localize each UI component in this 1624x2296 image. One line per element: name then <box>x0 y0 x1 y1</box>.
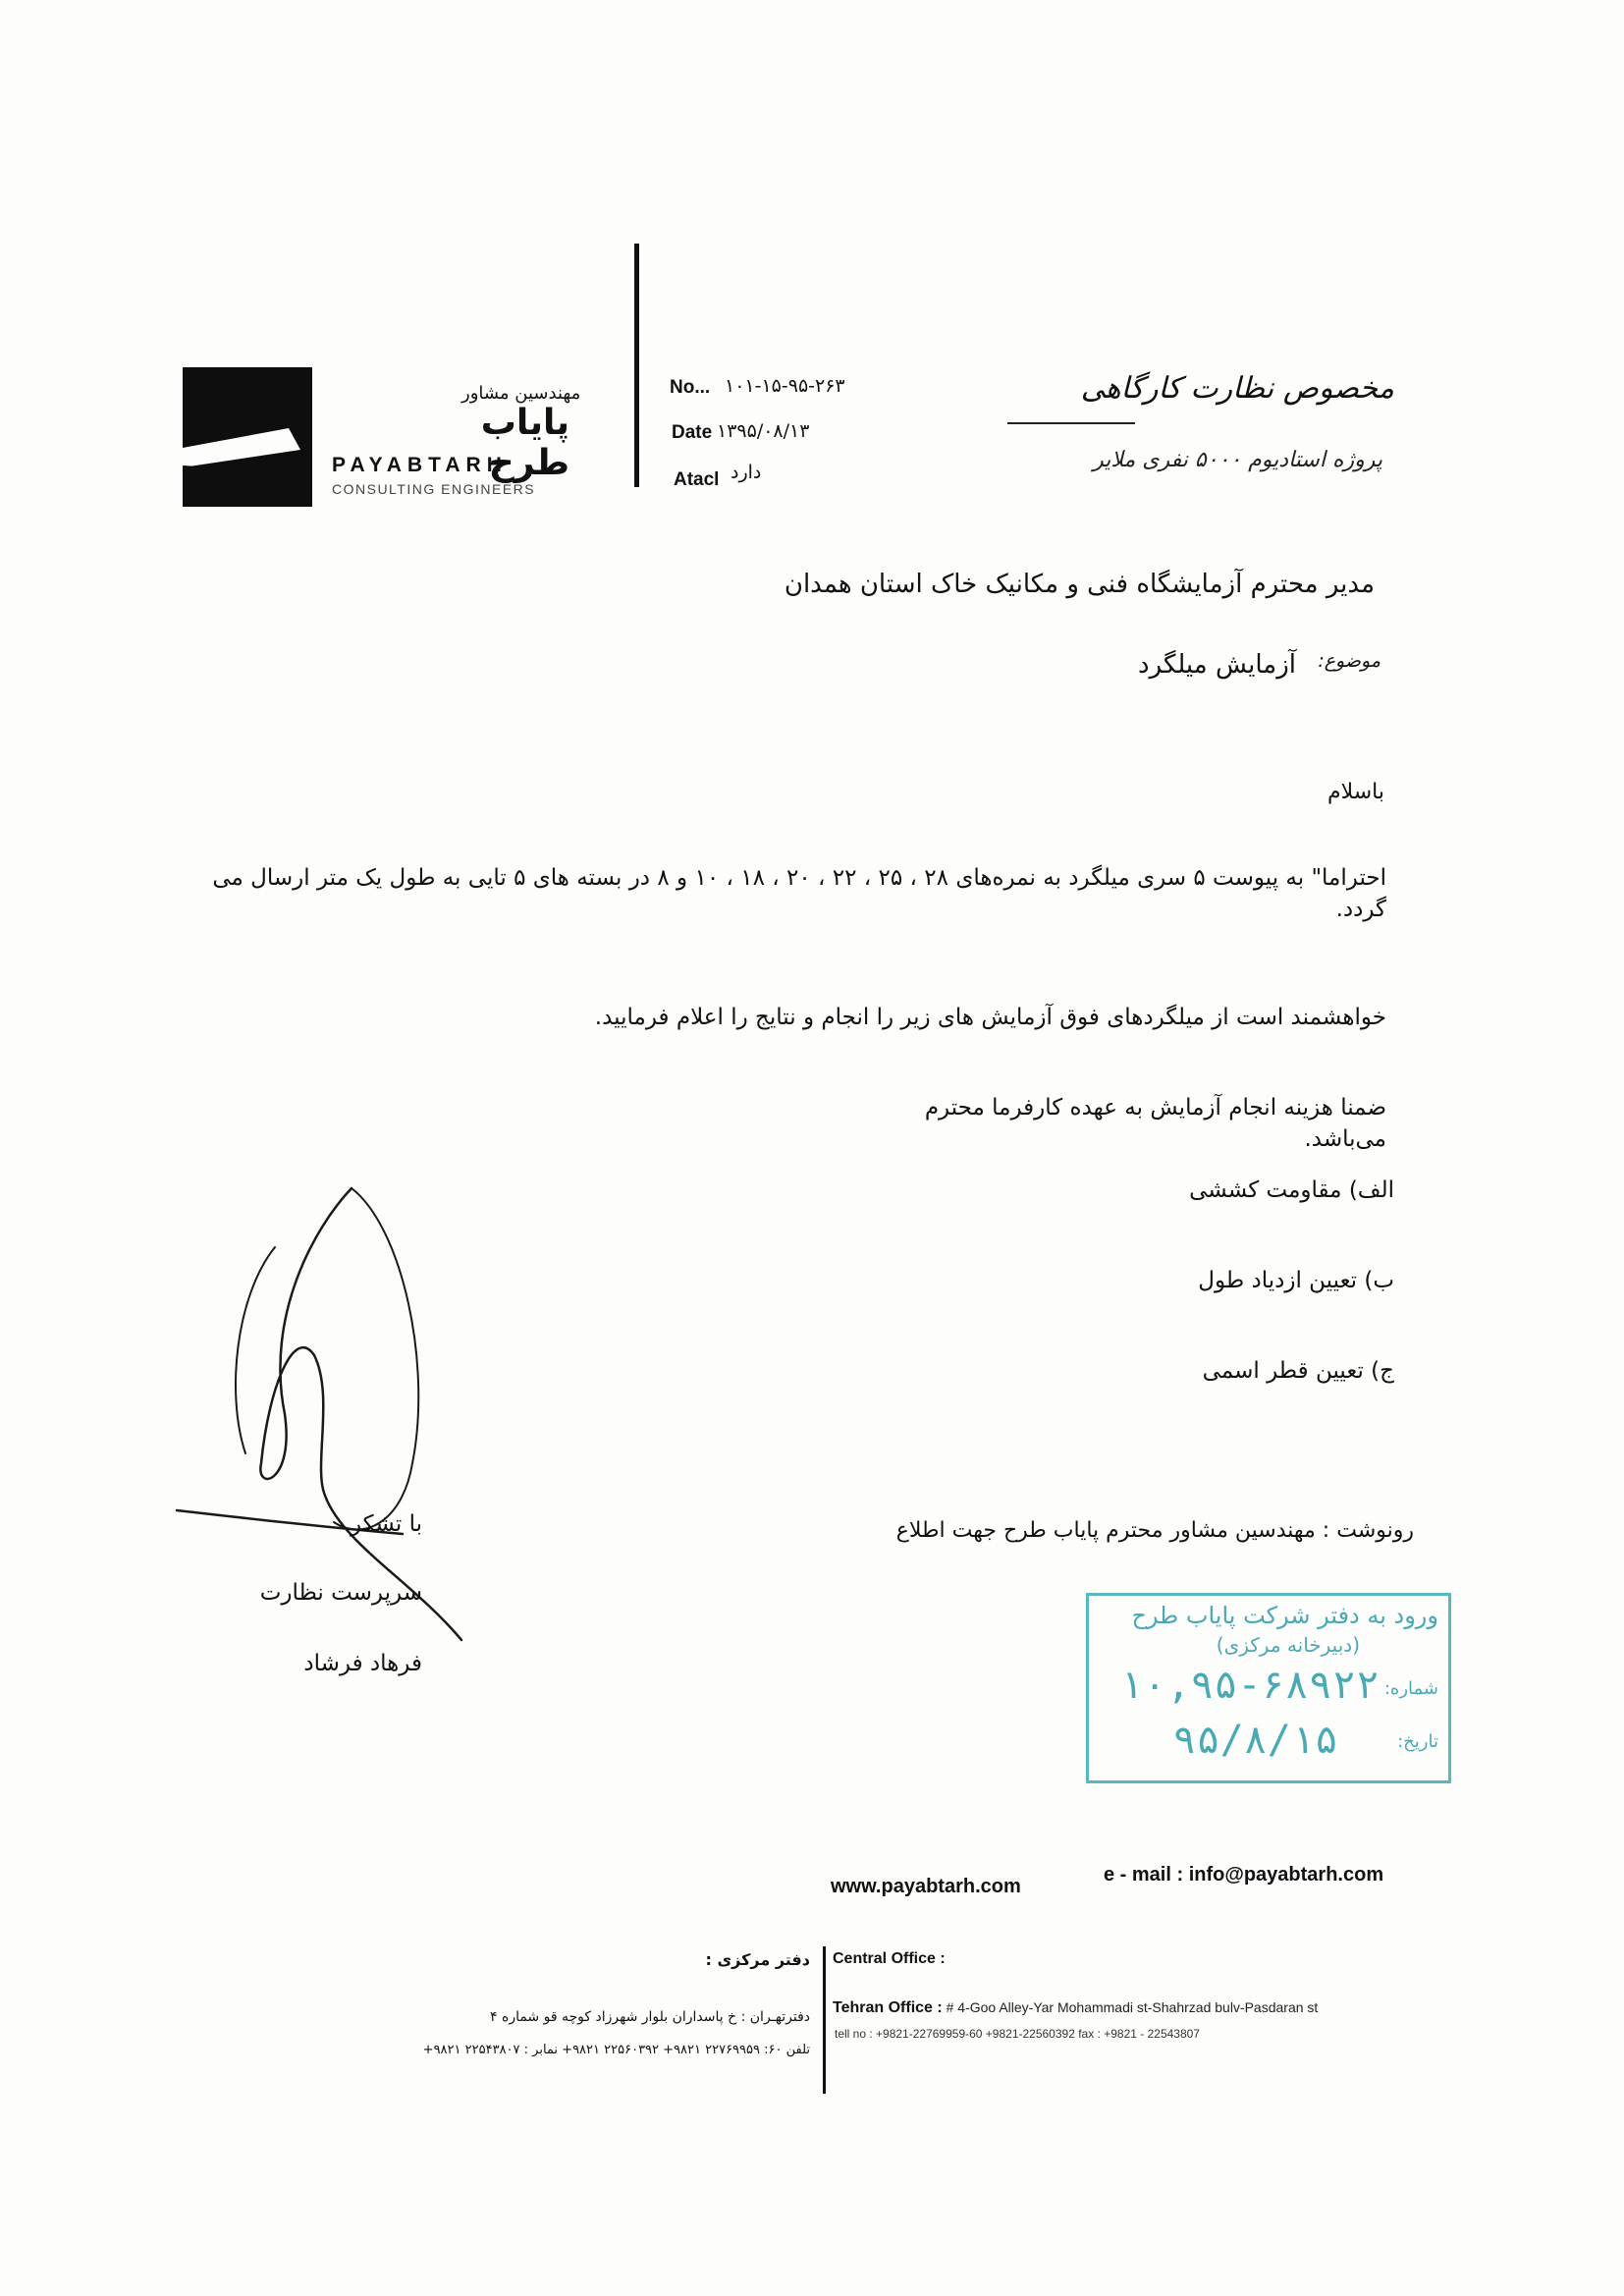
body-paragraph-3: ضمنا هزینه انجام آزمایش به عهده کارفرما محترم می‌باشد. <box>924 1095 1386 1153</box>
subject-label: موضوع: <box>1318 650 1380 672</box>
reference-attachment-label: Atacl <box>674 469 720 490</box>
reference-attachment-value: دارد <box>731 462 762 483</box>
stamp-office-line: (دبیرخانه مرکزی) <box>1216 1633 1360 1657</box>
phone-numbers-persian: تلفن ۶۰: ۲۲۷۶۹۹۵۹ ۹۸۲۱+ ۲۲۵۶۰۳۹۲ ۹۸۲۱+ نمابر : ۲۲۵۴۳۸۰۷ ۹۸۲۱+ <box>422 2043 810 2057</box>
body-paragraph-2: خواهشمند است از میلگردهای فوق آزمایش های زیر را انجام و نتایج را اعلام فرمایید. <box>594 1005 1386 1030</box>
tehran-office-label: Tehran Office : <box>833 1999 943 2016</box>
greeting: باسلام <box>1326 780 1384 804</box>
confidential-heading: مخصوص نظارت کارگاهی <box>1080 371 1394 406</box>
carbon-copy-line: رونوشت : مهندسین مشاور محترم پایاب طرح جهت اطلاع <box>895 1518 1414 1543</box>
stamp-number-label: شماره: <box>1383 1678 1438 1699</box>
website-url: www.payabtarh.com <box>831 1876 1021 1897</box>
header-divider <box>634 244 639 487</box>
central-office-label-persian: دفتر مرکزی : <box>705 1950 810 1969</box>
reference-date-value: ۱۳۹۵/۰۸/۱۳ <box>717 420 810 442</box>
reference-date-label: Date <box>672 422 713 443</box>
body-paragraph-1: احتراما" به پیوست ۵ سری میلگرد به نمره‌های ۲۸ ، ۲۵ ، ۲۲ ، ۲۰ ، ۱۸ ، ۱۰ و ۸ در بسته های ۵ تایی به طول یک متر ارسال می گردد. <box>212 865 1386 923</box>
firm-type-label: مهندسین مشاور <box>461 383 581 404</box>
firm-name-persian: پایاب طرح <box>480 403 569 483</box>
stamp-number-value: ۱۰,۹۵-۶۸۹۲۲ <box>1119 1663 1380 1708</box>
stamp-date-value: ۹۵/۸/۱۵ <box>1172 1718 1338 1763</box>
reference-number-label: No... <box>670 377 711 398</box>
central-office-label-english: Central Office : <box>833 1950 946 1967</box>
test-item-b: ب) تعیین ازدیاد طول <box>1198 1268 1394 1293</box>
reference-number-value: ۱۰۱-۱۵-۹۵-۲۶۳ <box>725 375 845 397</box>
email-address: e - mail : info@payabtarh.com <box>1104 1864 1384 1886</box>
received-stamp <box>1086 1593 1451 1783</box>
addressee: مدیر محترم آزمایشگاه فنی و مکانیک خاک استان همدان <box>784 570 1375 599</box>
stamp-company-line: ورود به دفتر شرکت پایاب طرح <box>1131 1602 1438 1629</box>
phone-numbers-english: tell no : +9821-22769959-60 +9821-22560392 fax : +9821 - 22543807 <box>835 2027 1200 2041</box>
tehran-address-english <box>833 1999 1318 2017</box>
signer-title: سرپرست نظارت <box>259 1580 422 1606</box>
footer-divider <box>823 1946 826 2094</box>
firm-name-english: PAYABTARH <box>332 454 508 476</box>
tehran-office-address: # 4-Goo Alley-Yar Mohammadi st-Shahrzad bulv-Pasdaran st <box>946 1999 1319 2015</box>
tehran-address-persian: دفترتهـران : خ پاسداران بلوار شهرزاد کوچه قو شماره ۴ <box>490 2009 810 2025</box>
test-item-a: الف) مقاومت کششی <box>1189 1177 1394 1203</box>
signer-name: فرهاد فرشاد <box>303 1651 422 1676</box>
subject-value: آزمایش میلگرد <box>1138 650 1296 680</box>
stamp-date-label: تاریخ: <box>1397 1731 1438 1752</box>
thanks-line: با تشکر <box>350 1511 422 1537</box>
company-logo <box>183 367 312 507</box>
firm-subtitle: CONSULTING ENGINEERS <box>332 481 536 497</box>
project-name: پروژه استادیوم ۵۰۰۰ نفری ملایر <box>1093 448 1382 472</box>
heading-underline <box>1007 422 1135 424</box>
test-item-c: ج) تعیین قطر اسمی <box>1202 1358 1394 1384</box>
